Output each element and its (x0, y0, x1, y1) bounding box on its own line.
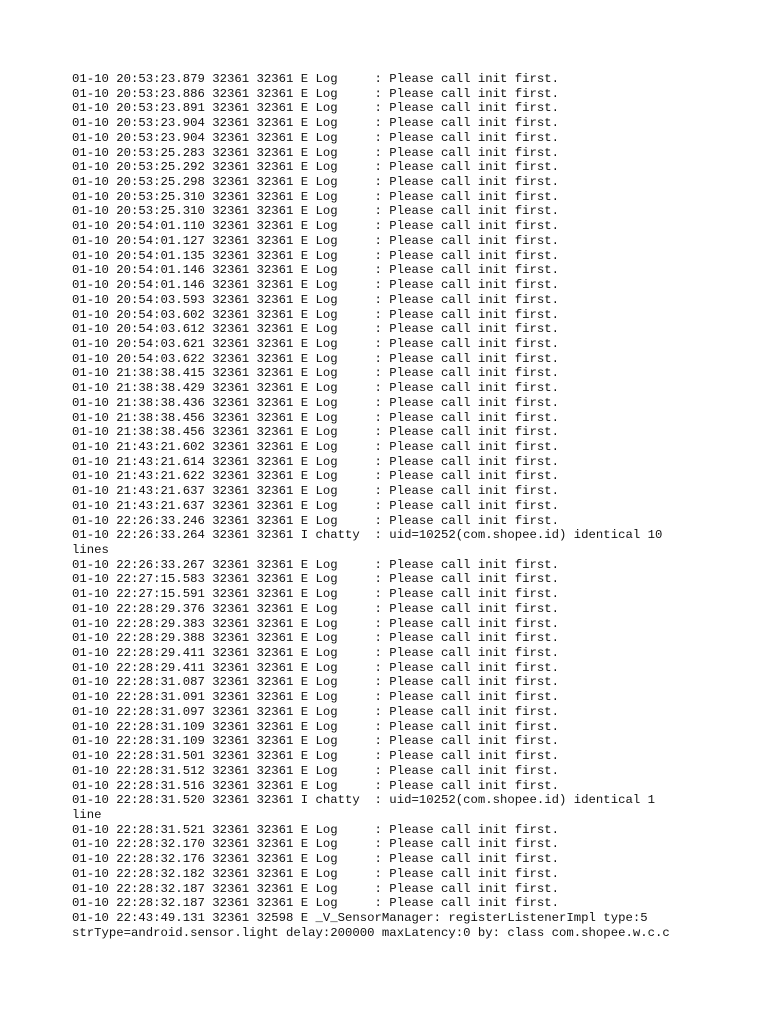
log-line: 01-10 22:28:29.411 32361 32361 E Log : Please call init first. (72, 646, 560, 661)
log-line: 01-10 22:28:32.187 32361 32361 E Log : Please call init first. (72, 881, 560, 896)
log-line: 01-10 21:38:38.456 32361 32361 E Log : Please call init first. (72, 410, 560, 425)
log-line: 01-10 22:28:31.109 32361 32361 E Log : Please call init first. (72, 734, 560, 749)
log-line: 01-10 22:28:31.512 32361 32361 E Log : Please call init first. (72, 763, 560, 778)
log-line: 01-10 22:28:31.091 32361 32361 E Log : Please call init first. (72, 690, 560, 705)
log-line: 01-10 22:28:31.516 32361 32361 E Log : Please call init first. (72, 778, 560, 793)
log-line: 01-10 21:38:38.436 32361 32361 E Log : Please call init first. (72, 395, 560, 410)
log-line: 01-10 21:43:21.602 32361 32361 E Log : Please call init first. (72, 439, 560, 454)
log-line: 01-10 22:28:31.501 32361 32361 E Log : Please call init first. (72, 749, 560, 764)
log-line: 01-10 20:54:01.146 32361 32361 E Log : Please call init first. (72, 263, 560, 278)
log-line: 01-10 20:53:23.886 32361 32361 E Log : Please call init first. (72, 86, 560, 101)
log-line: 01-10 20:53:25.292 32361 32361 E Log : Please call init first. (72, 160, 560, 175)
log-line: 01-10 22:26:33.246 32361 32361 E Log : Please call init first. (72, 513, 560, 528)
log-line: 01-10 20:54:03.602 32361 32361 E Log : Please call init first. (72, 307, 560, 322)
log-line: 01-10 21:43:21.622 32361 32361 E Log : Please call init first. (72, 469, 560, 484)
log-line: 01-10 22:28:29.383 32361 32361 E Log : Please call init first. (72, 616, 560, 631)
log-line: lines (72, 543, 109, 557)
log-line: 01-10 20:54:03.622 32361 32361 E Log : Please call init first. (72, 351, 560, 366)
log-line: 01-10 22:26:33.264 32361 32361 I chatty : uid=10252(com.shopee.id) identical 10 (72, 528, 663, 543)
log-line: 01-10 22:26:33.267 32361 32361 E Log : Please call init first. (72, 557, 560, 572)
log-line: 01-10 22:27:15.591 32361 32361 E Log : Please call init first. (72, 587, 560, 602)
log-line: 01-10 22:28:32.182 32361 32361 E Log : Please call init first. (72, 866, 560, 881)
log-line: 01-10 20:53:23.904 32361 32361 E Log : Please call init first. (72, 116, 560, 131)
log-line: 01-10 20:54:03.621 32361 32361 E Log : Please call init first. (72, 336, 560, 351)
log-line: 01-10 21:43:21.614 32361 32361 E Log : Please call init first. (72, 454, 560, 469)
log-line: 01-10 21:43:21.637 32361 32361 E Log : Please call init first. (72, 498, 560, 513)
log-line: 01-10 20:54:01.135 32361 32361 E Log : Please call init first. (72, 248, 560, 263)
log-line: 01-10 20:53:23.879 32361 32361 E Log : Please call init first. (72, 72, 560, 86)
log-line: 01-10 20:53:25.298 32361 32361 E Log : Please call init first. (72, 175, 560, 190)
log-line: 01-10 20:54:03.593 32361 32361 E Log : Please call init first. (72, 292, 560, 307)
log-line: 01-10 21:38:38.415 32361 32361 E Log : Please call init first. (72, 366, 560, 381)
log-line: 01-10 21:38:38.429 32361 32361 E Log : Please call init first. (72, 381, 560, 396)
log-line: 01-10 22:27:15.583 32361 32361 E Log : Please call init first. (72, 572, 560, 587)
log-line: 01-10 22:28:31.097 32361 32361 E Log : Please call init first. (72, 704, 560, 719)
log-line: 01-10 22:28:32.176 32361 32361 E Log : Please call init first. (72, 852, 560, 867)
log-line: 01-10 22:28:31.087 32361 32361 E Log : Please call init first. (72, 675, 560, 690)
log-line: line (72, 807, 102, 822)
log-line: strType=android.sensor.light delay:200000 maxLatency:0 by: class com.shopee.w.c.c (72, 925, 670, 940)
log-line: 01-10 22:43:49.131 32361 32598 E _V_SensorManager: registerListenerImpl type:5 (72, 910, 648, 925)
log-line: 01-10 21:38:38.456 32361 32361 E Log : Please call init first. (72, 425, 560, 440)
log-line: 01-10 21:43:21.637 32361 32361 E Log : Please call init first. (72, 484, 560, 499)
log-line: 01-10 20:53:25.283 32361 32361 E Log : Please call init first. (72, 145, 560, 160)
log-line: 01-10 22:28:32.187 32361 32361 E Log : Please call init first. (72, 896, 560, 911)
log-line: 01-10 20:54:03.612 32361 32361 E Log : Please call init first. (72, 322, 560, 337)
log-line: 01-10 22:28:31.109 32361 32361 E Log : Please call init first. (72, 719, 560, 734)
log-line: 01-10 22:28:29.388 32361 32361 E Log : Please call init first. (72, 631, 560, 646)
log-line: 01-10 22:28:31.521 32361 32361 E Log : Please call init first. (72, 822, 560, 837)
log-line: 01-10 20:53:25.310 32361 32361 E Log : Please call init first. (72, 204, 560, 219)
log-line: 01-10 20:53:23.891 32361 32361 E Log : Please call init first. (72, 101, 560, 116)
log-line: 01-10 20:53:23.904 32361 32361 E Log : Please call init first. (72, 130, 560, 145)
log-line: 01-10 22:28:29.411 32361 32361 E Log : Please call init first. (72, 660, 560, 675)
log-line: 01-10 20:54:01.110 32361 32361 E Log : Please call init first. (72, 219, 560, 234)
log-line: 01-10 20:54:01.127 32361 32361 E Log : Please call init first. (72, 233, 560, 248)
log-line: 01-10 20:53:25.310 32361 32361 E Log : Please call init first. (72, 189, 560, 204)
log-line: 01-10 20:54:01.146 32361 32361 E Log : Please call init first. (72, 278, 560, 293)
log-output (72, 72, 712, 940)
log-line: 01-10 22:28:31.520 32361 32361 I chatty : uid=10252(com.shopee.id) identical 1 (72, 793, 655, 808)
log-line: 01-10 22:28:32.170 32361 32361 E Log : Please call init first. (72, 837, 560, 852)
log-line: 01-10 22:28:29.376 32361 32361 E Log : Please call init first. (72, 601, 560, 616)
